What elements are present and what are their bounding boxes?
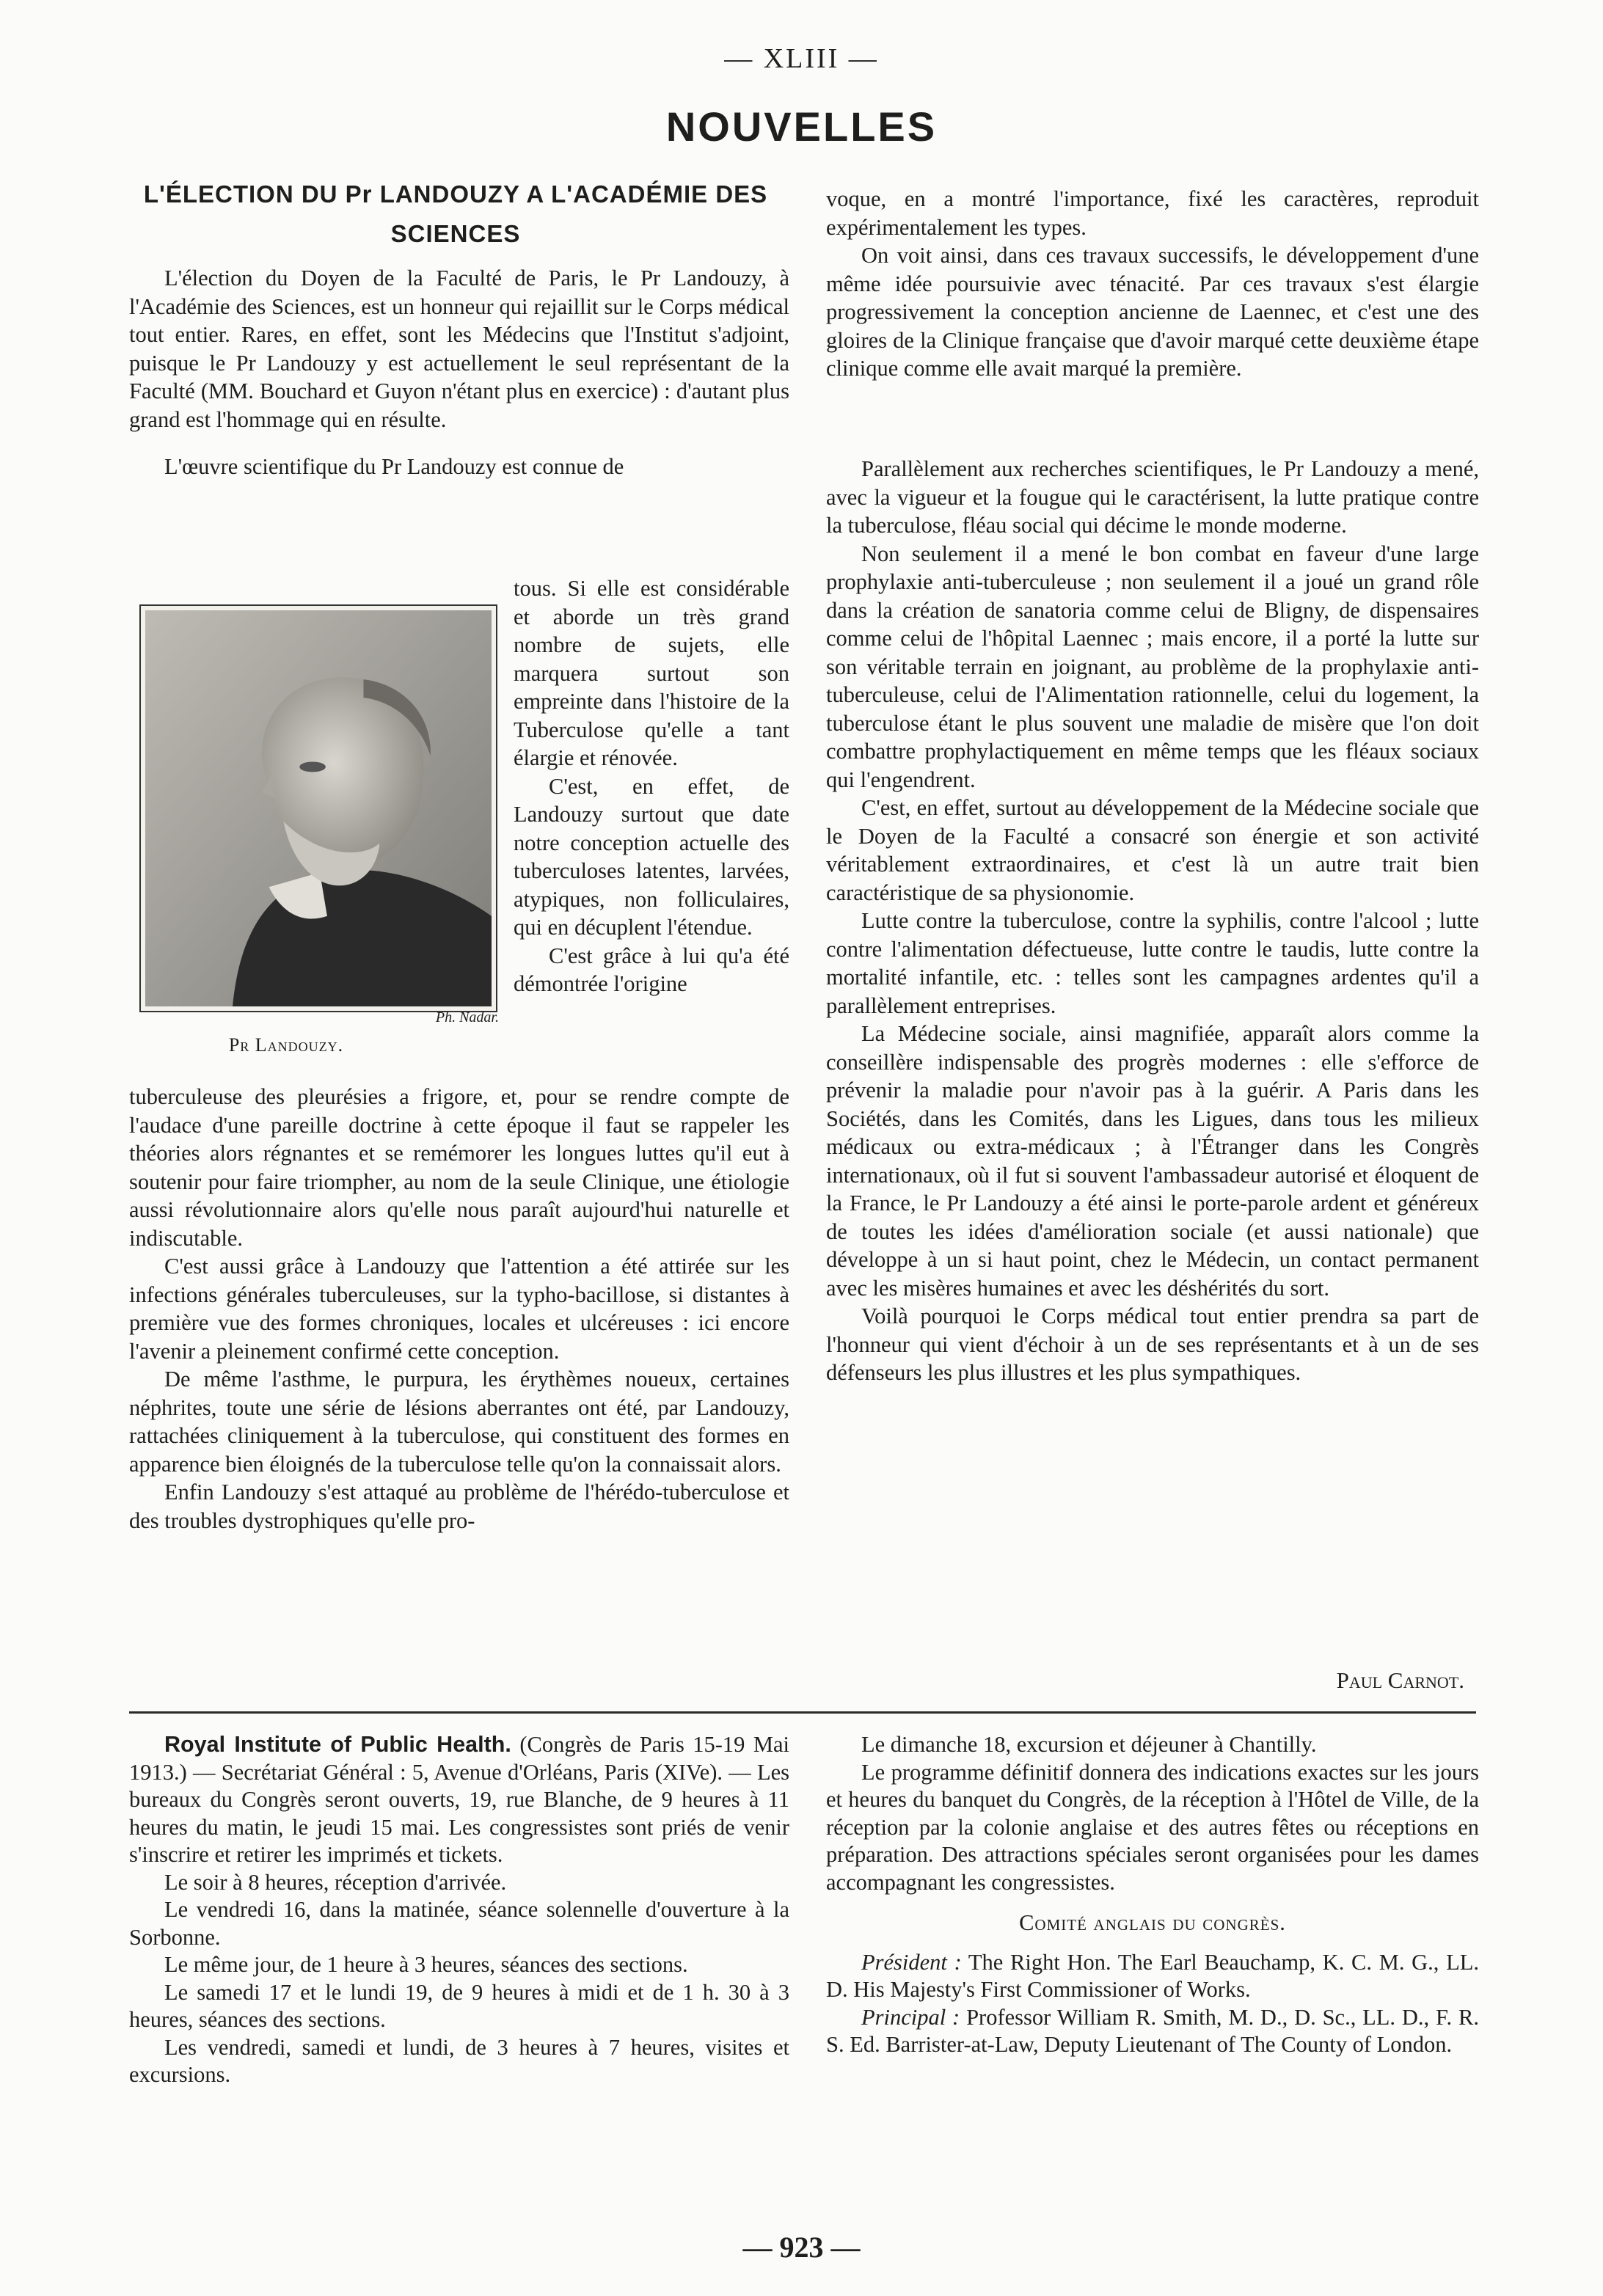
paragraph: tous. Si elle est considérable et aborde un très grand nombre de sujets, elle marquera surtout son empreinte dans l'histoire de la Tuberculose qu'elle a tant élargie et rénovée. <box>514 576 789 770</box>
president-entry <box>826 1949 1479 2004</box>
article-signature: Paul Carnot. <box>1336 1667 1464 1693</box>
paragraph: L'élection du Doyen de la Faculté de Paris, le Pr Landouzy, à l'Académie des Sciences, est un honneur qui rejaillit sur le Corps médical tout entier. Rares, en effet, sont les Médecins que l'Institut s'adjoint, puisque le Pr Landouzy y est actuellement le seul représentant de la Faculté (MM. Bouchard et Guyon n'étant plus en exercice) : d'autant plus grand est l'hommage qui en résulte. <box>129 266 789 432</box>
page-number: — 923 — <box>742 2231 861 2264</box>
paragraph: C'est, en effet, de Landouzy surtout que date notre conception actuelle des tuberculoses latentes, larvées, atypiques, non folliculaires, qui en décuplent l'étendue. <box>514 773 789 940</box>
paragraph: Le soir à 8 heures, réception d'arrivée. <box>164 1869 507 1895</box>
paragraph: Parallèlement aux recherches scientifiques, le Pr Landouzy a mené, avec la vigueur et la fougue qui le caractérisent, la lutte pratique contre la tuberculose, fléau social qui décime le monde moderne. <box>826 456 1479 538</box>
paragraph: C'est aussi grâce à Landouzy que l'attention a été attirée sur les infections générales tuberculeuses, sur la typho-bacillose, si distantes à première vue des formes chroniques, locales et ulcéreuses : ici encore l'avenir a pleinement confirmé cette conception. <box>129 1254 789 1364</box>
paragraph: Le samedi 17 et le lundi 19, de 9 heures à midi et de 1 h. 30 à 3 heures, séances des sections. <box>129 1979 789 2032</box>
paragraph: tuberculeuse des pleurésies a frigore, et, pour se rendre compte de l'audace d'une pareille doctrine à cette époque il faut se rappeler les théories alors régnantes et se remémorer les longues luttes qu'il eut à soutenir pour faire triompher, au nom de la seule Clinique, une étiologie aussi révolutionnaire alors qu'elle nous paraît aujourd'hui naturelle et indiscutable. <box>129 1084 789 1251</box>
paragraph: voque, en a montré l'importance, fixé les caractères, reproduit expérimentalement les types. <box>826 186 1479 240</box>
paragraph: On voit ainsi, dans ces travaux successifs, le développement d'une même idée poursuivie avec ténacité. Par ces travaux s'est élargie progressivement la conception ancienne de Laennec, et c'est une des gloires de la Clinique française que d'avoir marqué cette deuxième étape clinique comme elle avait marqué la première. <box>826 243 1479 381</box>
paragraph: Le même jour, de 1 heure à 3 heures, séances des sections. <box>164 1952 688 1977</box>
paragraph: De même l'asthme, le purpura, les érythèmes noueux, certaines néphrites, toute une série de lésions aberrantes ont été, par Landouzy, rattachées cliniquement à la tuberculose, qui constituent des formes en apparence bien éloignés de la tuberculose telle qu'on la connaissait alors. <box>129 1367 789 1477</box>
paragraph: Le programme définitif donnera des indications exactes sur les jours et heures du banquet du Congrès, de la réception à l'Hôtel de Ville, de la réception par la colonie anglaise et des autres fêtes ou réceptions en préparation. Des attractions spéciales seront organisées pour les dames accompagnant les congressistes. <box>826 1759 1479 1895</box>
photo-credit: Ph. Nadar. <box>435 1009 499 1025</box>
section-title: NOUVELLES <box>665 103 938 150</box>
paragraph: L'œuvre scientifique du Pr Landouzy est connue de <box>164 454 624 479</box>
committee-heading: Comité anglais du congrès. <box>1019 1910 1286 1935</box>
paragraph: Les vendredi, samedi et lundi, de 3 heures à 7 heures, visites et excursions. <box>129 2034 789 2087</box>
notice-intro <box>129 1731 789 1869</box>
page-folio: — XLIII — <box>724 43 879 74</box>
notice-left-column <box>129 1731 789 2089</box>
paragraph: C'est, en effet, surtout au développement de la Médecine sociale que le Doyen de la Faculté a consacré son énergie et son activité véritablement extraordinaires, et c'est là un autre trait bien caractéristique de sa physionomie. <box>826 795 1479 905</box>
principal-entry <box>826 2004 1479 2059</box>
article-heading: L'ÉLECTION DU Pr LANDOUZY A L'ACADÉMIE DES SCIENCES <box>143 180 768 247</box>
portrait-photo <box>139 604 497 1012</box>
portrait-illustration <box>145 610 492 1006</box>
principal-label: Principal : <box>861 2004 960 2030</box>
right-column-top <box>826 185 1479 383</box>
photo-caption: Pr Landouzy. <box>228 1034 344 1056</box>
left-column-top <box>129 264 789 481</box>
notice-right-column <box>826 1731 1479 2059</box>
org-name: Royal Institute of Public Health. <box>164 1732 511 1757</box>
right-column-bottom <box>826 455 1479 1387</box>
section-divider <box>129 1711 1476 1714</box>
notice-intro-text: (Congrès de Paris 15-19 Mai 1913.) — Secrétariat Général : 5, Avenue d'Orléans, Paris (XIVe). — Les bureaux du Congrès seront ouverts, 19, rue Blanche, de 9 heures à 11 heures du matin, le jeudi 15 mai. Les congressistes sont priés de venir s'inscrire et retirer les imprimés et tickets. <box>129 1732 790 1867</box>
principal-text: Professor William R. Smith, M. D., D. Sc., LL. D., F. R. S. Ed. Barrister-at-Law, Deputy Lieutenant of The County of London. <box>826 2004 1479 2057</box>
left-column-wrap <box>514 574 789 998</box>
paragraph: C'est grâce à lui qu'a été démontrée l'origine <box>514 943 789 996</box>
president-text: The Right Hon. The Earl Beauchamp, K. C. M. G., LL. D. His Majesty's First Commissioner of Works. <box>826 1949 1479 2002</box>
paragraph: La Médecine sociale, ainsi magnifiée, apparaît alors comme la conseillère indispensable des progrès modernes : elle s'efforce de prévenir la maladie pour n'avoir pas à la guérir. A Paris dans les Sociétés, dans les Comités, dans les Ligues, dans tous les milieux médicaux ou extra-médicaux ; à l'Étranger dans les Congrès internationaux, où il fut si souvent l'ambassadeur autorisé et éloquent de la France, le Pr Landouzy a été ainsi le porte-parole ardent et généreux de toutes les idées d'amélioration sociale (et aussi nationale) que développe à un si haut point, chez le Médecin, un contact permanent avec les misères humaines et avec les déshérités du sort. <box>826 1021 1479 1301</box>
left-column-bottom <box>129 1083 789 1535</box>
president-label: Président : <box>861 1949 962 1975</box>
paragraph: Enfin Landouzy s'est attaqué au problème de l'hérédo-tuberculose et des troubles dystrophiques qu'elle pro- <box>129 1480 789 1533</box>
paragraph: Le vendredi 16, dans la matinée, séance solennelle d'ouverture à la Sorbonne. <box>129 1897 789 1950</box>
paragraph: Le dimanche 18, excursion et déjeuner à Chantilly. <box>861 1732 1317 1757</box>
paragraph: Lutte contre la tuberculose, contre la syphilis, contre l'alcool ; lutte contre l'alimentation défectueuse, lutte contre le taudis, lutte contre la mortalité infantile, etc. : telles sont les campagnes ardentes qu'il a parallèlement entreprises. <box>826 908 1479 1018</box>
paragraph: Voilà pourquoi le Corps médical tout entier prendra sa part de l'honneur qui vient d'échoir à un de ses représentants et à un de ses défenseurs les plus illustres et les plus sympathiques. <box>826 1304 1479 1385</box>
paragraph: Non seulement il a mené le bon combat en faveur d'une large prophylaxie anti-tuberculeuse ; non seulement il a joué un grand rôle dans la création de sanatoria comme celui de Bligny, de dispensaires comme celui de l'hôpital Laennec ; mais encore, il a porté la lutte sur son véritable terrain en joignant, au problème de la prophylaxie anti-tuberculeuse, celui de l'Alimentation rationnelle, celui du logement, la tuberculose étant le plus souvent une maladie de misère que l'on doit combattre prophylactiquement en même temps que les fléaux sociaux qui l'engendrent. <box>826 541 1479 792</box>
